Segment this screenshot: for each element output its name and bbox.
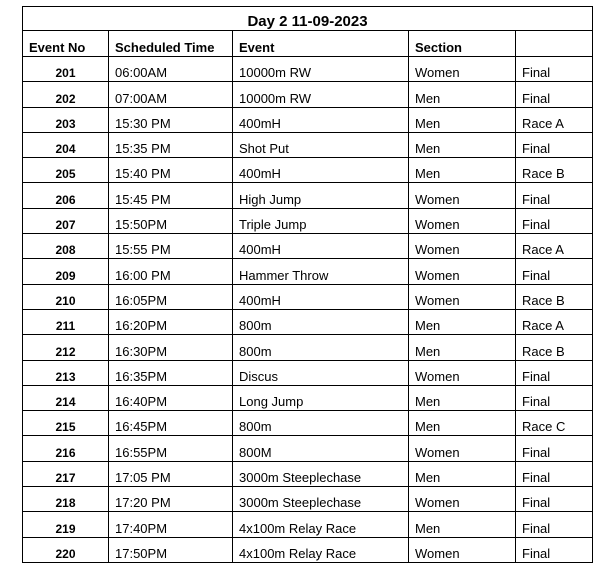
cell-section: Men (409, 461, 516, 486)
cell-scheduled-time: 15:30 PM (109, 107, 233, 132)
cell-event-no: 216 (23, 436, 109, 461)
cell-scheduled-time: 15:50PM (109, 208, 233, 233)
cell-section: Women (409, 284, 516, 309)
cell-section: Men (409, 411, 516, 436)
header-event-no: Event No (23, 31, 109, 57)
cell-round: Final (516, 537, 593, 562)
cell-section: Men (409, 385, 516, 410)
cell-event: Long Jump (233, 385, 409, 410)
cell-section: Men (409, 335, 516, 360)
cell-event-no: 213 (23, 360, 109, 385)
cell-event: 800m (233, 411, 409, 436)
table-row (23, 82, 593, 107)
cell-event: High Jump (233, 183, 409, 208)
header-scheduled-time: Scheduled Time (109, 31, 233, 57)
table-row (23, 436, 593, 461)
cell-section: Women (409, 183, 516, 208)
cell-event-no: 201 (23, 57, 109, 82)
cell-scheduled-time: 16:00 PM (109, 259, 233, 284)
table-row (23, 132, 593, 157)
cell-round: Race B (516, 158, 593, 183)
cell-round: Final (516, 132, 593, 157)
cell-event: Hammer Throw (233, 259, 409, 284)
cell-scheduled-time: 17:05 PM (109, 461, 233, 486)
cell-round: Final (516, 360, 593, 385)
cell-scheduled-time: 16:05PM (109, 284, 233, 309)
header-round (516, 31, 593, 57)
cell-round: Final (516, 436, 593, 461)
cell-section: Women (409, 57, 516, 82)
cell-event: Shot Put (233, 132, 409, 157)
cell-section: Women (409, 537, 516, 562)
table-row (23, 183, 593, 208)
cell-scheduled-time: 17:50PM (109, 537, 233, 562)
cell-scheduled-time: 17:40PM (109, 512, 233, 537)
cell-scheduled-time: 15:40 PM (109, 158, 233, 183)
cell-round: Race B (516, 335, 593, 360)
table-row (23, 335, 593, 360)
cell-section: Men (409, 309, 516, 334)
cell-round: Race A (516, 234, 593, 259)
cell-round: Final (516, 183, 593, 208)
cell-round: Final (516, 82, 593, 107)
cell-round: Race A (516, 309, 593, 334)
cell-event-no: 219 (23, 512, 109, 537)
cell-scheduled-time: 16:30PM (109, 335, 233, 360)
cell-event: Triple Jump (233, 208, 409, 233)
title-row (23, 7, 593, 31)
table-row (23, 385, 593, 410)
schedule-sheet (22, 6, 592, 563)
cell-event: 800M (233, 436, 409, 461)
cell-round: Final (516, 487, 593, 512)
cell-event-no: 202 (23, 82, 109, 107)
cell-event: 800m (233, 309, 409, 334)
header-section: Section (409, 31, 516, 57)
cell-round: Final (516, 512, 593, 537)
cell-event: 400mH (233, 158, 409, 183)
cell-scheduled-time: 16:20PM (109, 309, 233, 334)
cell-event-no: 211 (23, 309, 109, 334)
cell-event-no: 209 (23, 259, 109, 284)
cell-round: Final (516, 385, 593, 410)
cell-scheduled-time: 16:40PM (109, 385, 233, 410)
cell-section: Women (409, 234, 516, 259)
cell-event: Discus (233, 360, 409, 385)
cell-event: 400mH (233, 284, 409, 309)
cell-section: Men (409, 82, 516, 107)
table-row (23, 284, 593, 309)
cell-event: 10000m RW (233, 57, 409, 82)
table-row (23, 259, 593, 284)
table-row (23, 512, 593, 537)
cell-event-no: 217 (23, 461, 109, 486)
header-row (23, 31, 593, 57)
table-row (23, 487, 593, 512)
table-row (23, 158, 593, 183)
schedule-table (22, 6, 593, 563)
cell-round: Race B (516, 284, 593, 309)
cell-event-no: 220 (23, 537, 109, 562)
cell-scheduled-time: 15:35 PM (109, 132, 233, 157)
cell-event-no: 218 (23, 487, 109, 512)
cell-scheduled-time: 17:20 PM (109, 487, 233, 512)
cell-event: 4x100m Relay Race (233, 537, 409, 562)
schedule-title: Day 2 11-09-2023 (23, 7, 593, 31)
table-row (23, 411, 593, 436)
cell-scheduled-time: 07:00AM (109, 82, 233, 107)
cell-event-no: 215 (23, 411, 109, 436)
table-row (23, 208, 593, 233)
table-row (23, 461, 593, 486)
cell-event: 3000m Steeplechase (233, 461, 409, 486)
cell-event-no: 212 (23, 335, 109, 360)
cell-event-no: 214 (23, 385, 109, 410)
cell-section: Women (409, 487, 516, 512)
cell-event: 10000m RW (233, 82, 409, 107)
cell-event-no: 207 (23, 208, 109, 233)
cell-event: 3000m Steeplechase (233, 487, 409, 512)
cell-event: 400mH (233, 234, 409, 259)
cell-event: 4x100m Relay Race (233, 512, 409, 537)
cell-section: Men (409, 158, 516, 183)
cell-event-no: 206 (23, 183, 109, 208)
cell-round: Race C (516, 411, 593, 436)
cell-event-no: 204 (23, 132, 109, 157)
header-event: Event (233, 31, 409, 57)
table-row (23, 57, 593, 82)
cell-round: Final (516, 259, 593, 284)
cell-event: 800m (233, 335, 409, 360)
cell-round: Final (516, 57, 593, 82)
cell-section: Women (409, 259, 516, 284)
cell-event: 400mH (233, 107, 409, 132)
cell-round: Race A (516, 107, 593, 132)
table-row (23, 360, 593, 385)
cell-event-no: 208 (23, 234, 109, 259)
cell-scheduled-time: 16:45PM (109, 411, 233, 436)
cell-section: Women (409, 360, 516, 385)
cell-scheduled-time: 06:00AM (109, 57, 233, 82)
cell-section: Men (409, 132, 516, 157)
cell-scheduled-time: 15:45 PM (109, 183, 233, 208)
cell-section: Men (409, 107, 516, 132)
cell-event-no: 210 (23, 284, 109, 309)
cell-scheduled-time: 16:55PM (109, 436, 233, 461)
cell-event-no: 205 (23, 158, 109, 183)
table-row (23, 234, 593, 259)
table-row (23, 309, 593, 334)
cell-section: Men (409, 512, 516, 537)
table-row (23, 107, 593, 132)
cell-scheduled-time: 16:35PM (109, 360, 233, 385)
cell-round: Final (516, 461, 593, 486)
cell-scheduled-time: 15:55 PM (109, 234, 233, 259)
cell-section: Women (409, 208, 516, 233)
schedule-body (23, 57, 593, 563)
cell-section: Women (409, 436, 516, 461)
cell-event-no: 203 (23, 107, 109, 132)
cell-round: Final (516, 208, 593, 233)
